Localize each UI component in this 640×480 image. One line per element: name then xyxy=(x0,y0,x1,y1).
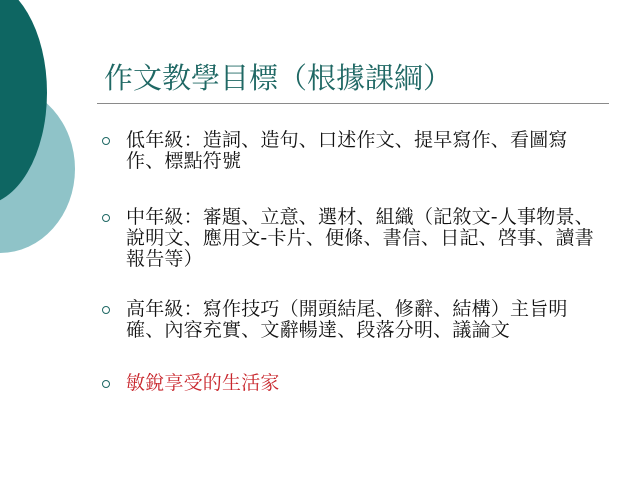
bullet-text: 低年級：造詞、造句、口述作文、提早寫作、看圖寫作、標點符號 xyxy=(126,129,568,172)
slide-title: 作文教學目標（根據課綱） xyxy=(104,61,453,95)
bullet-text: 中年級：審題、立意、選材、組織（記敘文-人事物景、說明文、應用文-卡片、便條、書信、日記、啓事、讀書報告等） xyxy=(126,206,594,270)
hollow-circle-bullet-icon xyxy=(102,137,110,145)
hollow-circle-bullet-icon xyxy=(102,214,110,222)
bullet-text: 高年級：寫作技巧（開頭結尾、修辭、結構）主旨明確、內容充實、文辭暢達、段落分明、議論文 xyxy=(126,298,568,341)
title-divider xyxy=(97,103,609,104)
hollow-circle-bullet-icon xyxy=(102,380,110,388)
bullet-text-accent: 敏銳享受的生活家 xyxy=(126,372,280,394)
hollow-circle-bullet-icon xyxy=(102,306,110,314)
